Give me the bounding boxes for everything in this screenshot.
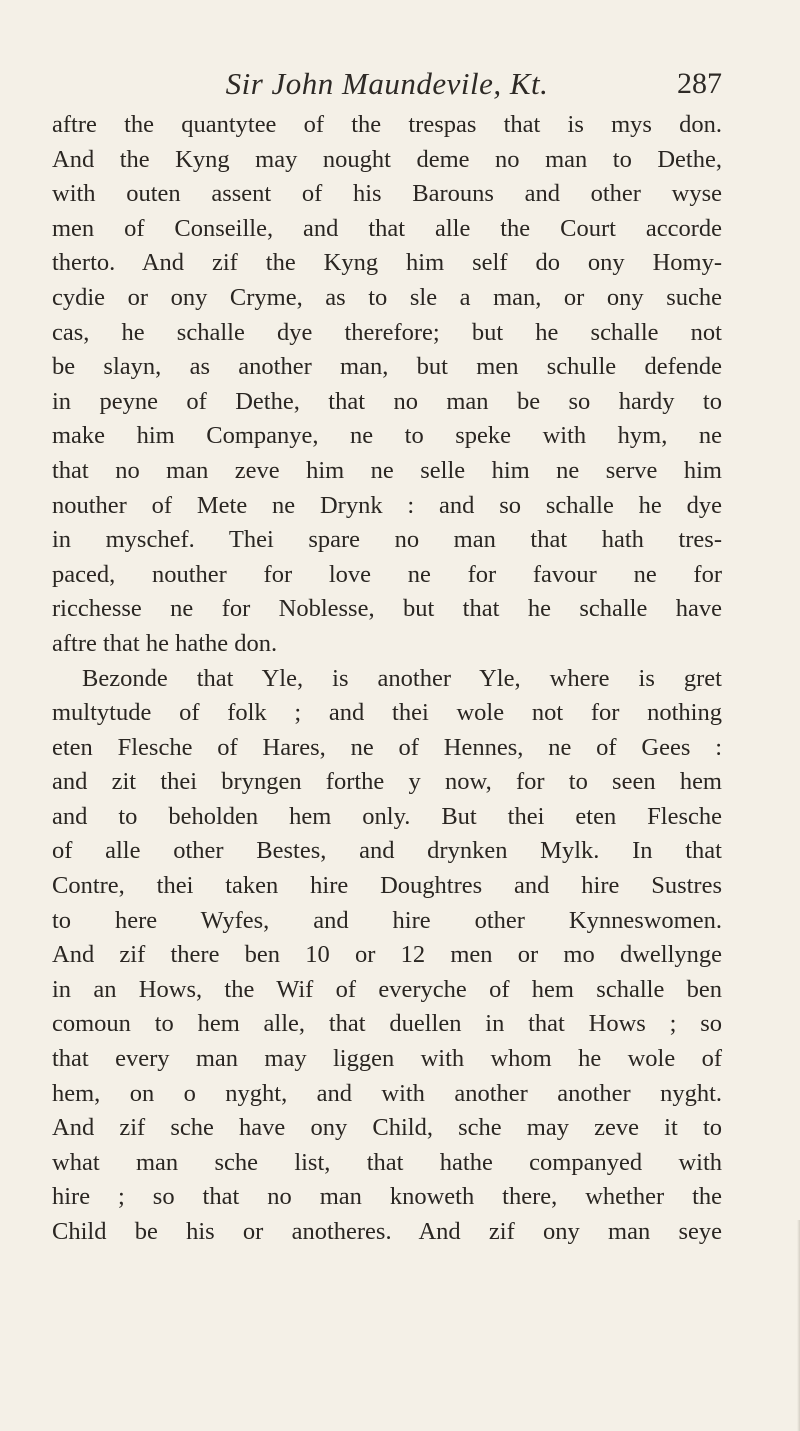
text-line: nouther of Mete ne Drynk : and so schalle he dye xyxy=(52,491,722,519)
text-line: and zit thei bryngen forthe y now, for to seen hem xyxy=(52,768,722,796)
text-line: Child be his or anotheres. And zif ony man seye xyxy=(52,1218,722,1245)
text-line: And zif sche have ony Child, sche may zeve it to xyxy=(52,1114,722,1142)
text-line: that no man zeve him ne selle him ne serve him xyxy=(52,456,722,484)
text-line: in myschef. Thei spare no man that hath tres- xyxy=(52,526,722,554)
text-line: comoun to hem alle, that duellen in that Hows ; so xyxy=(52,1010,722,1038)
text-line: hire ; so that no man knoweth there, whether the xyxy=(52,1183,722,1211)
text-line: that every man may liggen with whom he wole of xyxy=(52,1045,722,1073)
text-line: with outen assent of his Barouns and other wyse xyxy=(52,180,722,208)
text-line: And the Kyng may nought deme no man to Dethe, xyxy=(52,145,722,173)
text-line: therto. And zif the Kyng him self do ony Homy- xyxy=(52,249,722,277)
text-line: men of Conseille, and that alle the Court accorde xyxy=(52,214,722,242)
text-line: of alle other Bestes, and drynken Mylk. In that xyxy=(52,837,722,865)
text-line: Contre, thei taken hire Doughtres and hire Sustres xyxy=(52,872,722,900)
text-line: multytude of folk ; and thei wole not for nothing xyxy=(52,699,722,727)
text-line: aftre that he hathe don. xyxy=(52,629,278,657)
body-text xyxy=(52,108,722,1250)
text-line: to here Wyfes, and hire other Kynneswomen. xyxy=(52,906,722,934)
text-line: in peyne of Dethe, that no man be so hardy to xyxy=(52,387,722,415)
text-line: what man sche list, that hathe companyed with xyxy=(52,1148,722,1176)
text-line: cydie or ony Cryme, as to sle a man, or ony suche xyxy=(52,283,722,311)
text-line: Bezonde that Yle, is another Yle, where is gret xyxy=(82,664,722,692)
text-line: and to beholden hem only. But thei eten Flesche xyxy=(52,802,722,830)
text-line: cas, he schalle dye therefore; but he schalle not xyxy=(52,318,722,346)
running-head-title: Sir John Maundevile, Kt. xyxy=(225,66,549,101)
text-line: in an Hows, the Wif of everyche of hem schalle ben xyxy=(52,975,722,1003)
text-line: be slayn, as another man, but men schulle defende xyxy=(52,353,722,381)
text-line: ricchesse ne for Noblesse, but that he schalle have xyxy=(52,595,722,623)
text-line: paced, nouther for love ne for favour ne for xyxy=(52,560,722,588)
text-line: aftre the quantytee of the trespas that is mys don. xyxy=(52,111,722,138)
text-line: And zif there ben 10 or 12 men or mo dwellynge xyxy=(52,941,722,969)
running-head xyxy=(52,64,722,104)
text-line: eten Flesche of Hares, ne of Hennes, ne of Gees : xyxy=(52,733,722,761)
page-number: 287 xyxy=(677,67,722,100)
text-line: make him Companye, ne to speke with hym, ne xyxy=(52,422,722,450)
text-line: hem, on o nyght, and with another another nyght. xyxy=(52,1079,722,1107)
